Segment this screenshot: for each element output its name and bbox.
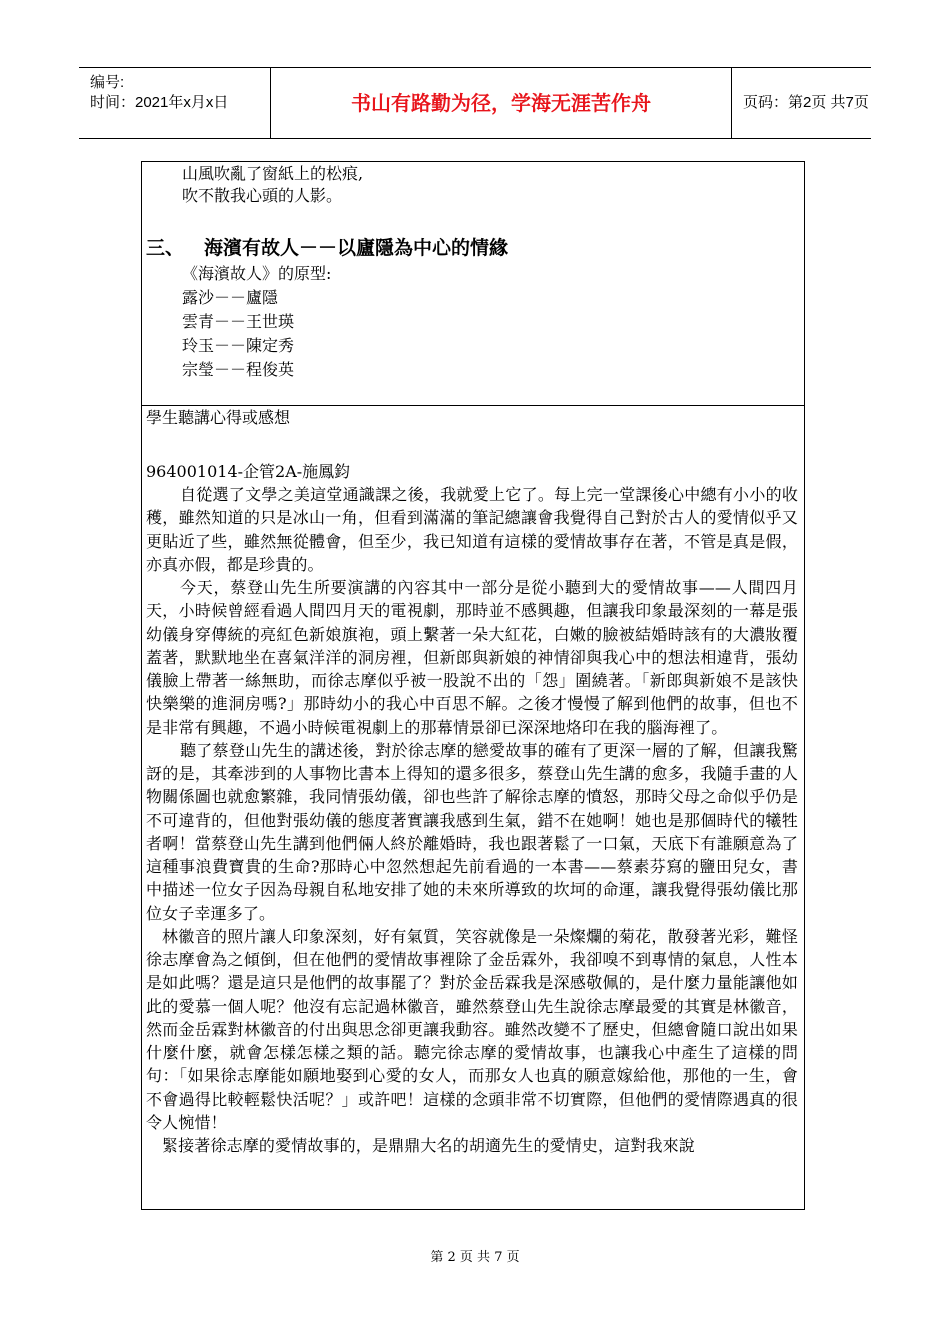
prototype-item: 玲玉－－陳定秀 — [182, 336, 295, 355]
reflection-label: 學生聽講心得或感想 — [146, 408, 291, 427]
section-heading — [146, 234, 508, 262]
header-page-info: 页码：第2页 共7页 — [743, 94, 869, 111]
essay-paragraph-1: 自從選了文學之美這堂通識課之後，我就愛上它了。每上完一堂課後心中總有小小的收穫，雖然知道的只是冰山一角，但看到滿滿的筆記總讓會我覺得自己對於古人的愛情似乎又更貼近了些，雖然無從體會，但至少，我已知道有這樣的愛情故事存在著，不管是真是假，亦真亦假，都是珍貴的。 — [146, 485, 798, 574]
poem-line-1: 山風吹亂了窗紙上的松痕, — [182, 164, 364, 183]
page-header — [79, 67, 871, 139]
prototype-list — [182, 262, 331, 382]
essay-body — [146, 483, 798, 1157]
number-label: 编号: — [90, 74, 125, 91]
essay-paragraph-2: 今天，蔡登山先生所要演講的內容其中一部分是從小聽到大的愛情故事——人間四月天，小時候曾經看過人間四月天的電視劇，那時並不感興趣，但讓我印象最深刻的一幕是張幼儀身穿傳統的亮紅色新娘旗袍，頭上繫著一朵大紅花，白嫩的臉被結婚時該有的大濃妝覆蓋著，默默地坐在喜氣洋洋的洞房裡，但新郎與新娘的神情卻與我心中的想法相違背，張幼儀臉上帶著一絲無助，而徐志摩似乎被一股說不出的「怨」圍繞著。「新郎與新娘不是該快快樂樂的進洞房嗎?」那時幼小的我心中百思不解。之後才慢慢了解到他們的故事，但也不是非常有興趣，不過小時候電視劇上的那幕情景卻已深深地烙印在我的腦海裡了。 — [146, 578, 798, 737]
essay-paragraph-4: 林徽音的照片讓人印象深刻，好有氣質，笑容就像是一朵燦爛的菊花，散發著光彩，難怪徐志摩會為之傾倒，但在他們的愛情故事裡除了金岳霖外，我卻嗅不到專情的氣息，人性本是如此嗎？還是這只是他們的故事罷了？對於金岳霖我是深感敬佩的，是什麼力量能讓他如此的愛慕一個人呢？他沒有忘記過林徽音，雖然蔡登山先生說徐志摩最愛的其實是林徽音，然而金岳霖對林徽音的付出與思念卻更讓我動容。雖然改變不了歷史，但總會隨口說出如果什麼什麼，就會怎樣怎樣之類的話。聽完徐志摩的愛情故事，也讓我心中產生了這樣的問句：「如果徐志摩能如願地娶到心愛的女人，而那女人也真的願意嫁給他，那他的一生，會不會過得比較輕鬆快活呢？」或許吧！這樣的念頭非常不切實際，但他們的愛情際遇真的很令人惋惜！ — [146, 926, 798, 1132]
header-meta-cell — [79, 68, 271, 138]
prototype-item: 雲青－－王世瑛 — [182, 312, 295, 331]
header-motto: 书山有路勤为径，学海无涯苦作舟 — [271, 68, 732, 138]
section-title: 海濱有故人－－以廬隱為中心的情緣 — [204, 237, 509, 259]
poem-line-2: 吹不散我心頭的人影。 — [182, 186, 343, 205]
prototype-item: 露沙－－廬隱 — [182, 288, 279, 307]
essay-paragraph-3: 聽了蔡登山先生的講述後，對於徐志摩的戀愛故事的確有了更深一層的了解，但讓我驚訝的是，其牽涉到的人事物比書本上得知的還多很多，蔡登山先生講的愈多，我隨手畫的人物關係圖也就愈繁雜，我同情張幼儀，卻也些許了解徐志摩的憤怒，那時父母之命似乎仍是不可違背的，但他對張幼儀的態度著實讓我感到生氣，錯不在她啊！她也是那個時代的犧牲者啊！當蔡登山先生講到他們倆人終於離婚時，我也跟著鬆了一口氣，天底下有誰願意為了這種事浪費寶貴的生命?那時心中忽然想起先前看過的一本書——蔡素芬寫的鹽田兒女，書中描述一位女子因為母親自私地安排了她的未來所導致的坎坷的命運，讓我覺得張幼儀比那位女子幸運多了。 — [146, 740, 798, 923]
essay-paragraph-5: 緊接著徐志摩的愛情故事的，是鼎鼎大名的胡適先生的愛情史，這對我來說 — [162, 1136, 695, 1155]
section-number: 三、 — [146, 237, 185, 259]
date-label: 时间：2021年x月x日 — [90, 94, 229, 111]
prototype-intro: 《海濱故人》的原型: — [182, 264, 332, 283]
student-id-line: 964001014-企管2A-施鳳鈞 — [146, 462, 351, 481]
prototype-item: 宗瑩－－程俊英 — [182, 360, 295, 379]
page-footer: 第 2 页 共 7 页 — [430, 1250, 520, 1265]
